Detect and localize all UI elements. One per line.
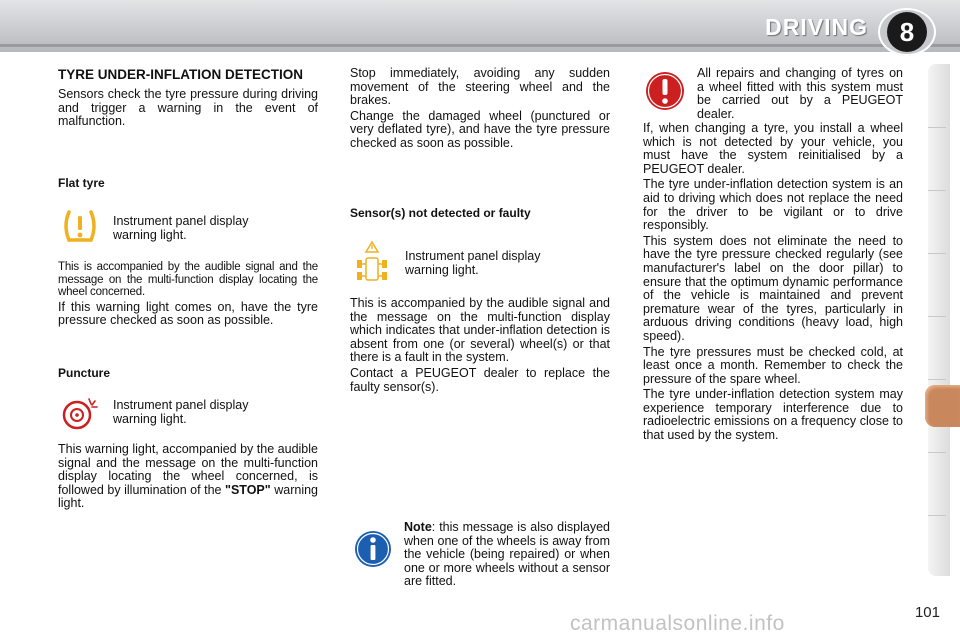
puncture-heading: Puncture [58,366,111,380]
right-p2: The tyre under-inflation detection system is an aid to driving which does not replace the need for the driver to be vigilant or to drive responsibly. [643,177,903,233]
tab-divider [928,452,946,453]
puncture-p1 [58,443,318,511]
chapter-number: 8 [887,12,927,52]
middle-p4: Contact a PEUGEOT dealer to replace the faulty sensor(s). [350,365,610,394]
header-stripe [0,44,960,47]
tyre-pressure-warning-icon [60,206,100,246]
right-column [643,122,903,445]
flat-tyre-warning-row [60,206,293,246]
intro-text: Sensors check the tyre pressure during driving and trigger a warning in the event of malfunction. [58,87,318,129]
info-icon [354,530,392,568]
alert-icon-wrap [645,71,685,111]
chapter-tab-strip [928,64,950,576]
middle-p2: Change the damaged wheel (punctured or very deflated tyre), and have the tyre pressure checked as soon as possible. [350,108,610,150]
tab-divider [928,253,946,254]
sensor-fault-icon [352,240,392,288]
flat-tyre-body [58,261,318,330]
middle-p1: Stop immediately, avoiding any sudden movement of the steering wheel and the brakes. [350,66,610,108]
alert-block [697,67,903,123]
puncture-warning-row [58,395,293,431]
flat-tyre-heading: Flat tyre [58,176,105,190]
puncture-p1-before: This warning light, accompanied by the audible signal and the message on the multi-function display locating the wheel concerned, is followed by illumination of the [58,442,318,497]
flat-tyre-display-text: Instrument panel display warning light. [113,214,249,242]
tab-divider [928,316,946,317]
tab-divider [928,379,946,380]
middle-column [350,67,610,153]
middle-p3: This is accompanied by the audible signal and the message on the multi-function display which indicates that under-inflation detection is absent from one (or several) wheel(s) or that there is a fault in the system. [350,296,610,365]
right-p3: This system does not eliminate the need to have the tyre pressure checked regularly (see manufacturer's label on the door pillar) to ensure that the optimum dynamic performance of the vehicle is maintained and prevent premature wear of the tyres, particularly in arduous driving conditions (heavy load, high speed). [643,233,903,343]
stop-label: "STOP" [225,482,271,497]
page-number: 101 [914,604,940,621]
active-chapter-tab [925,385,960,427]
puncture-p1-after: warning light. [58,482,319,511]
right-p4: The tyre pressures must be checked cold, at least once a month. Remember to check the pressure of the spare wheel. [643,344,903,386]
exclamation-icon [645,71,685,111]
flat-tyre-p1: This is accompanied by the audible signal and the message on the multi-function display locating the wheel concerned. [58,261,318,299]
puncture-body [58,443,318,513]
note-info-icon-wrap [354,530,392,568]
puncture-warning-icon [58,395,100,431]
note-body: : this message is also displayed when one of the wheels is away from the vehicle (being repaired) or when one or more wheels without a sensor are fitted. [404,520,610,589]
tab-divider [928,515,946,516]
right-p5: The tyre under-inflation detection system may experience temporary interference due to radioelectric emissions on a frequency close to that used by the system. [643,387,903,443]
note-text [404,521,610,589]
sensor-body [350,297,610,396]
tab-divider [928,190,946,191]
chapter-title: DRIVING [765,14,868,40]
sensor-heading: Sensor(s) not detected or faulty [350,206,531,220]
note-label: Note [404,520,432,534]
left-column [58,67,318,131]
tab-divider [928,127,946,128]
note-block [404,521,610,591]
section-title: TYRE UNDER-INFLATION DETECTION [58,67,303,82]
watermark: carmanualsonline.info [570,612,785,635]
alert-text: All repairs and changing of tyres on a wheel fitted with this system must be carried out by a PEUGEOT dealer. [697,66,903,121]
puncture-display-text: Instrument panel display warning light. [113,398,249,426]
sensor-warning-row [352,240,585,288]
sensor-display-text: Instrument panel display warning light. [405,249,541,277]
right-p1: If, when changing a tyre, you install a wheel which is not detected by your vehicle, you must have the system reinitialised by a PEUGEOT dealer. [643,121,903,176]
flat-tyre-p2: If this warning light comes on, have the tyre pressure checked as soon as possible. [58,299,318,328]
